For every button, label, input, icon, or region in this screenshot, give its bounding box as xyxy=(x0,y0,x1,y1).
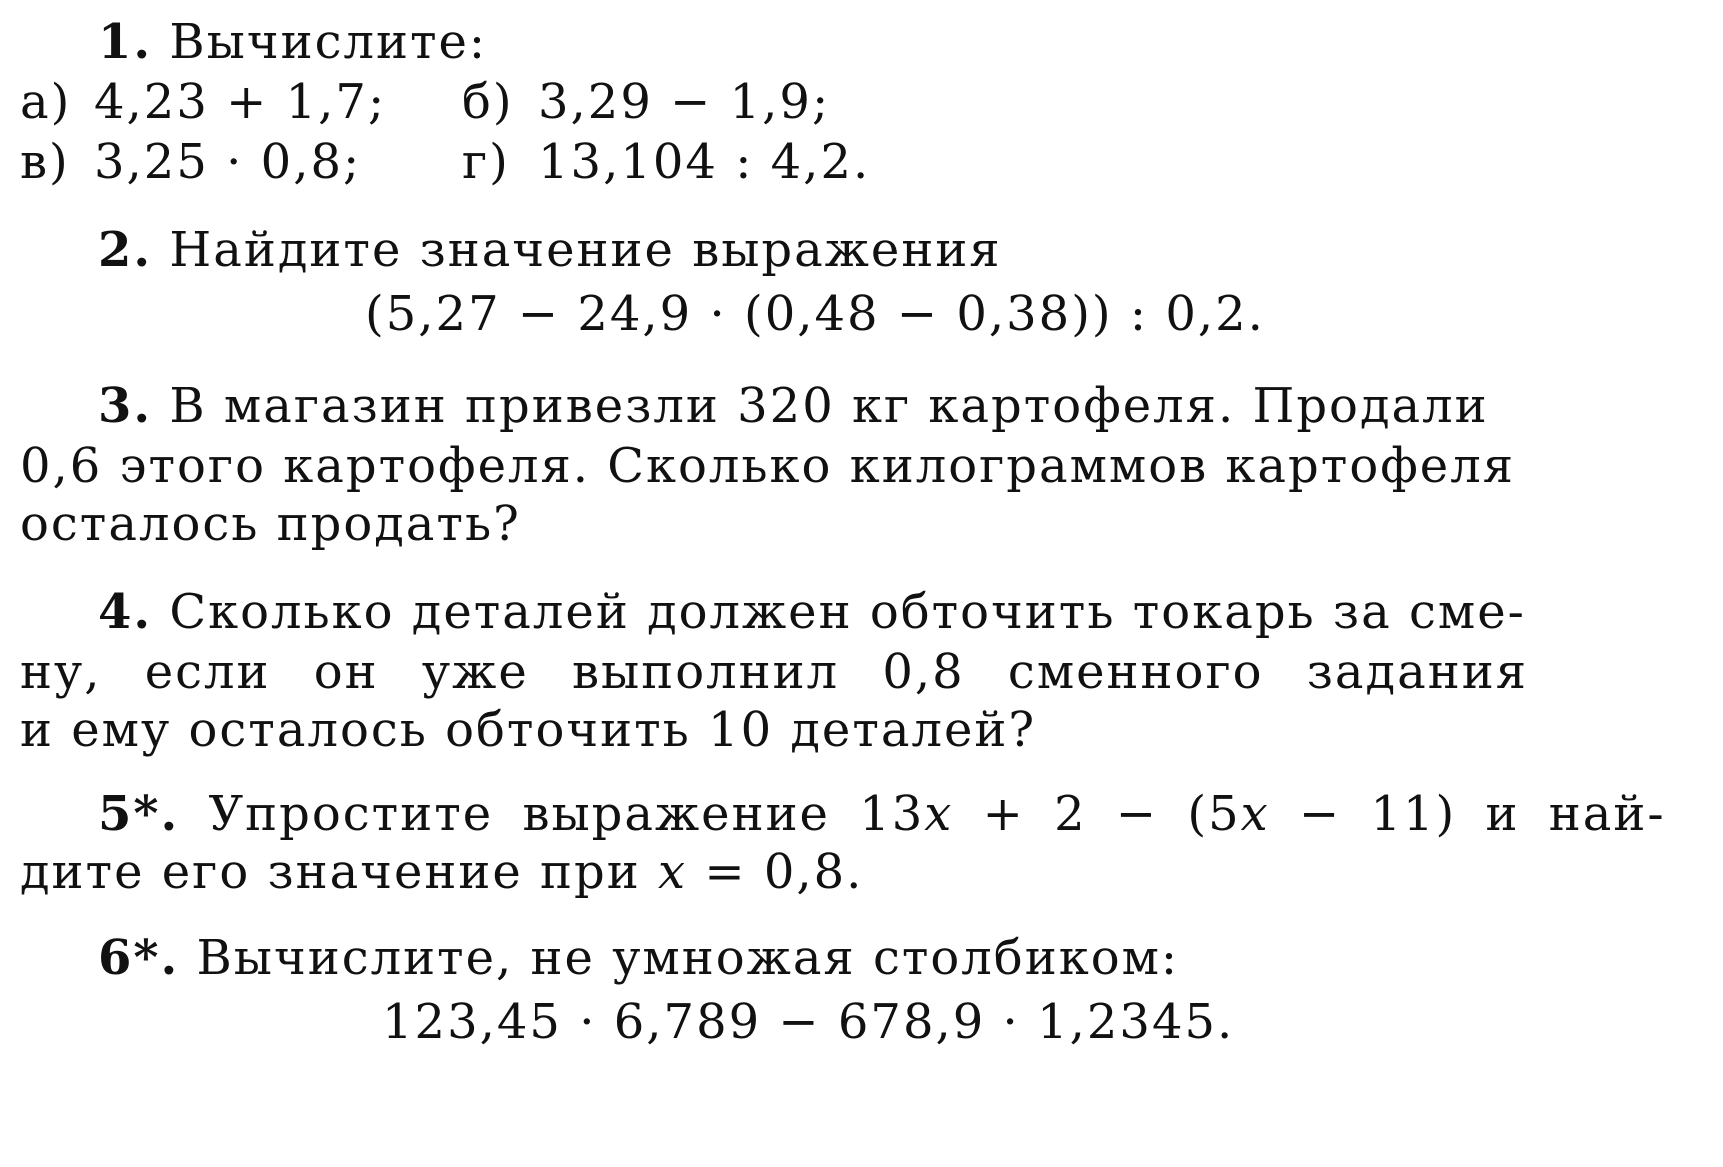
task3-line-2: 0,6 этого картофеля. Сколько килограммов картофеля xyxy=(20,438,1515,494)
task1-item-c-expr: 3,25 · 0,8; xyxy=(94,134,362,190)
task3-line-3: осталось продать? xyxy=(20,496,521,552)
task4-line-1 xyxy=(98,584,1526,640)
task4-number: 4. xyxy=(98,584,153,640)
task5-line-2 xyxy=(20,844,864,900)
task2-number: 2. xyxy=(98,222,153,278)
task5-text-d: дите его значение при xyxy=(20,844,659,900)
task6-number: 6*. xyxy=(98,930,180,986)
task5-number: 5*. xyxy=(98,786,180,842)
task1-heading xyxy=(98,14,488,70)
task1-item-a-expr: 4,23 + 1,7; xyxy=(94,74,387,130)
task4-line-2: ну, если он уже выполнил 0,8 сменного задания xyxy=(20,644,1528,700)
task1-item-a-label: а) xyxy=(20,74,72,130)
task5-var-1: x xyxy=(924,786,954,842)
task3-number: 3. xyxy=(98,378,153,434)
task1-item-d-label: г) xyxy=(462,134,510,190)
task5-text-b: + 2 − (5 xyxy=(953,786,1241,842)
task4-text-1: Сколько деталей должен обточить токарь за сме- xyxy=(169,584,1526,640)
task2-heading xyxy=(98,222,1002,278)
task1-number: 1. xyxy=(98,14,153,70)
task5-var-3: x xyxy=(658,844,688,900)
task5-var-2: x xyxy=(1240,786,1270,842)
task3-text-1: В магазин привезли 320 кг картофеля. Продали xyxy=(169,378,1489,434)
task5-text-a: Упростите выражение 13 xyxy=(208,786,925,842)
task1-item-c-label: в) xyxy=(20,134,70,190)
task6-expression: 123,45 · 6,789 − 678,9 · 1,2345. xyxy=(382,994,1235,1050)
task3-line-1 xyxy=(20,378,1705,434)
task1-row-1 xyxy=(20,74,1705,130)
task5-text-e: = 0,8. xyxy=(687,844,864,900)
task1-title: Вычислите: xyxy=(169,14,488,70)
task2-title: Найдите значение выражения xyxy=(169,222,1002,278)
task6-title: Вычислите, не умножая столбиком: xyxy=(196,930,1180,986)
task5-text-c: − 11) и най- xyxy=(1269,786,1666,842)
task2-expression: (5,27 − 24,9 · (0,48 − 0,38)) : 0,2. xyxy=(365,286,1265,342)
task4-line-3: и ему осталось обточить 10 деталей? xyxy=(20,702,1037,758)
task1-row-2 xyxy=(20,134,1705,190)
task6-heading xyxy=(98,930,1180,986)
task5-line-1 xyxy=(98,786,1666,842)
task1-item-b-label: б) xyxy=(462,74,514,130)
task1-item-d-expr: 13,104 : 4,2. xyxy=(538,134,871,190)
task1-item-b-expr: 3,29 − 1,9; xyxy=(538,74,831,130)
